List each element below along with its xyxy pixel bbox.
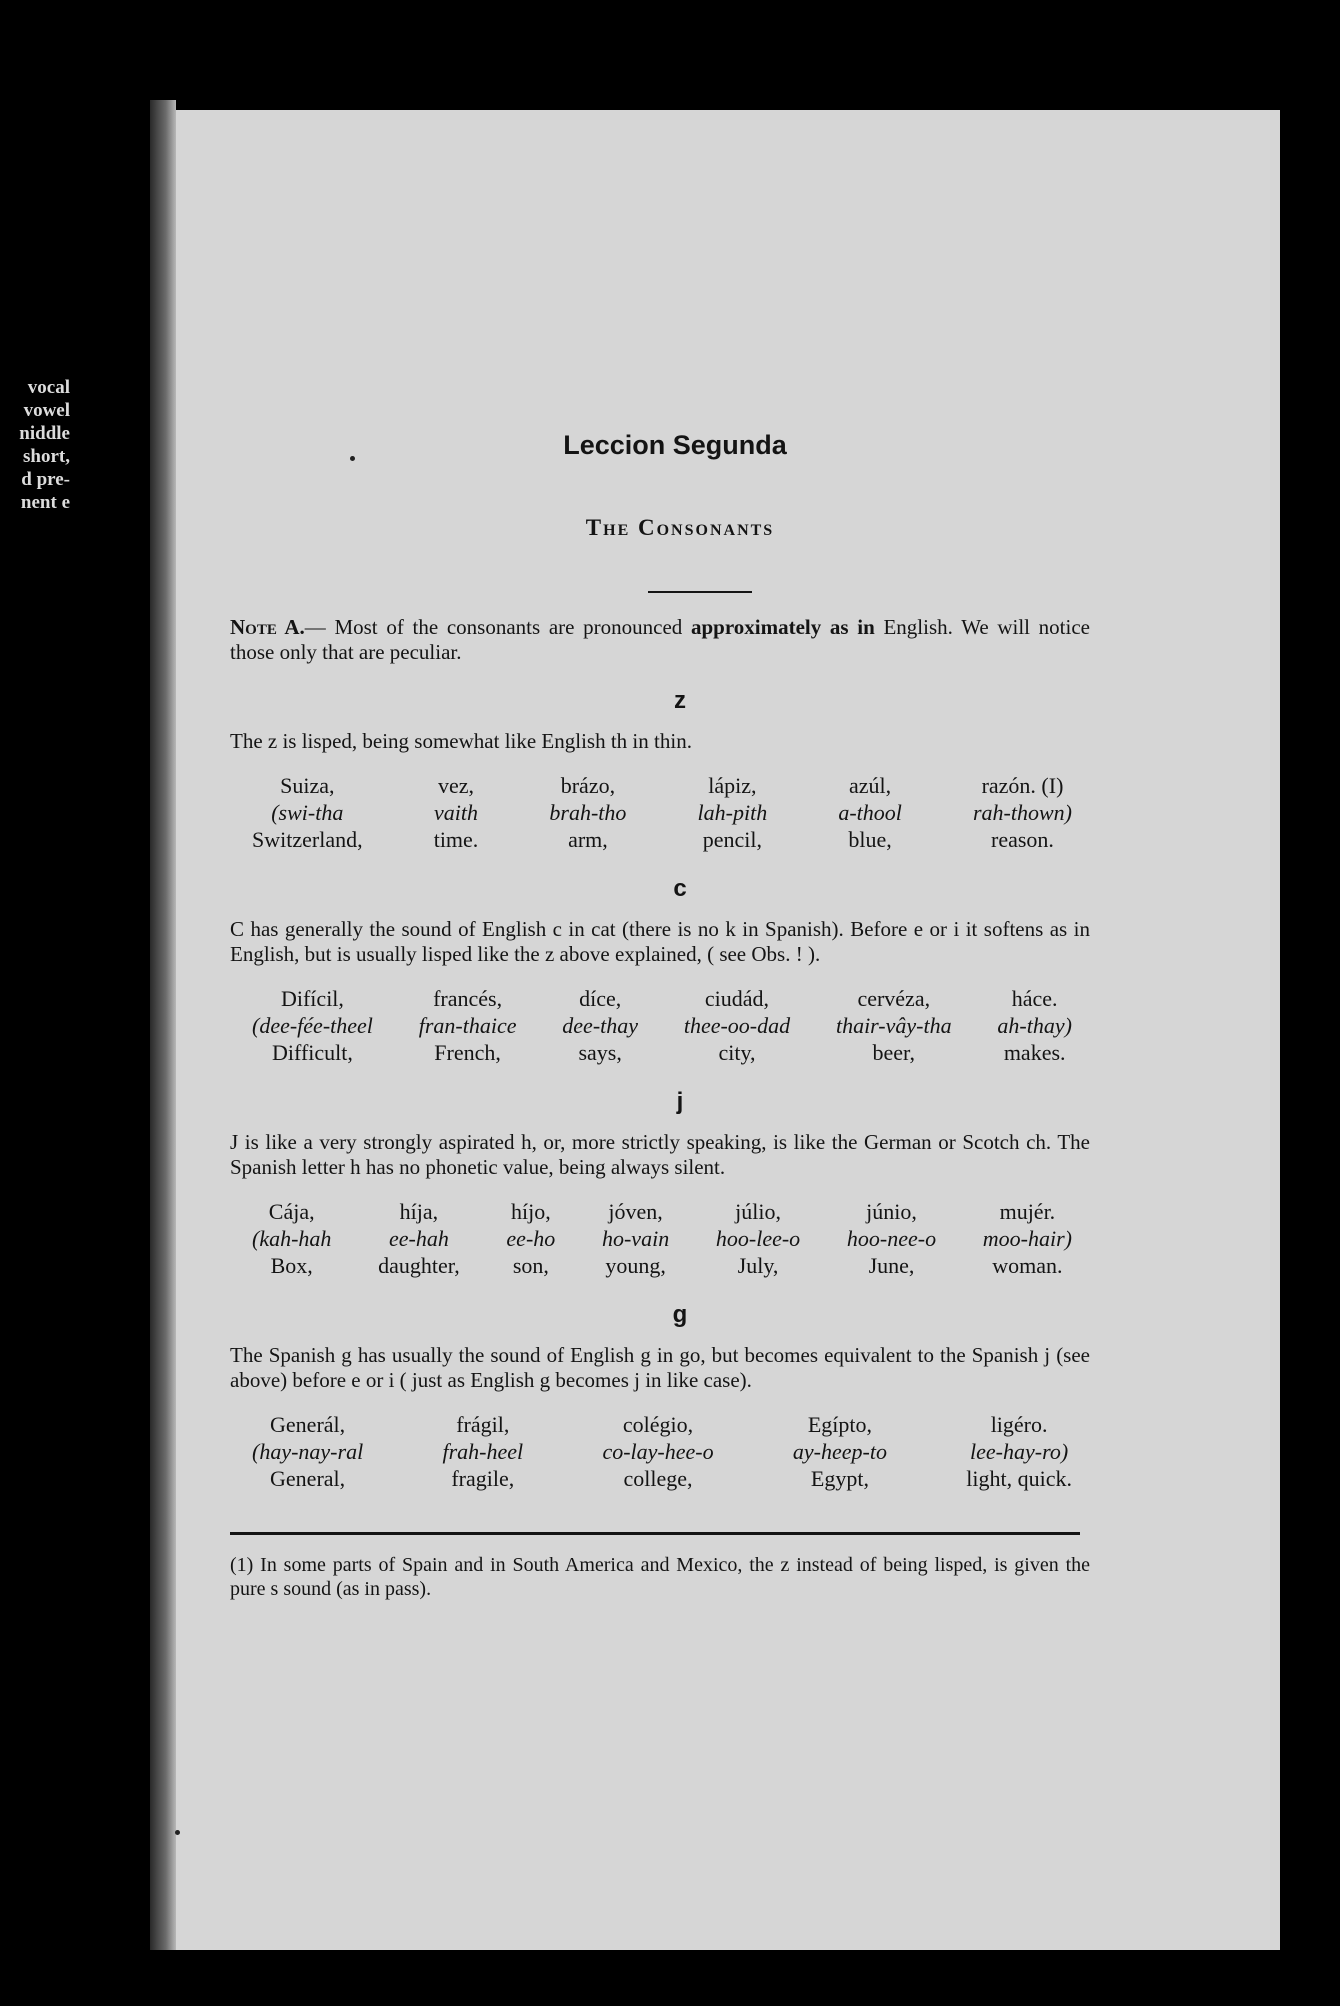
word-english: daughter, — [378, 1253, 460, 1278]
letter-heading: g — [672, 1301, 688, 1328]
left-line: nent e — [20, 492, 70, 513]
word-spanish: Egípto, — [807, 1412, 872, 1437]
letter-paragraph: C has generally the sound of English c in cat (there is no k in Spanish). Before e or i it softens as in English, but is usually lisped like the z above explained, ( see Obs. ! ). — [230, 917, 1090, 966]
word-english: blue, — [848, 827, 892, 852]
word-pronunciation: thair-vây-tha — [835, 1013, 952, 1038]
word-pronunciation: ee-hah — [388, 1226, 449, 1251]
word-spanish: júlio, — [735, 1199, 781, 1224]
word-spanish: azúl, — [849, 773, 892, 798]
note-a — [230, 615, 1090, 665]
word-example — [973, 772, 1072, 853]
word-spanish: Suiza, — [280, 773, 335, 798]
word-spanish: cervéza, — [857, 986, 931, 1011]
left-line: vocal — [27, 377, 70, 398]
left-line: vowel — [23, 400, 70, 421]
word-english: woman. — [992, 1253, 1063, 1278]
word-spanish: colégio, — [622, 1412, 694, 1437]
left-line: niddle — [19, 423, 70, 444]
word-example — [442, 1411, 523, 1492]
word-pronunciation: ho-vain — [601, 1226, 670, 1251]
word-pronunciation: a-thool — [838, 800, 902, 825]
word-example — [252, 1411, 363, 1492]
word-english: General, — [270, 1466, 346, 1491]
word-example — [506, 1198, 555, 1279]
word-english: Box, — [270, 1253, 313, 1278]
word-pronunciation: (hay-nay-ral — [252, 1439, 364, 1464]
footnote: (1) In some parts of Spain and in South America and Mexico, the z instead of being lisped, is given the pure s sound (as in pass). — [230, 1554, 1090, 1600]
word-example — [997, 985, 1072, 1066]
word-examples — [252, 1411, 1072, 1492]
word-english: reason. — [991, 827, 1054, 852]
word-example — [847, 1198, 936, 1279]
letter-heading: j — [676, 1088, 684, 1115]
divider — [648, 591, 752, 593]
word-english: beer, — [872, 1040, 916, 1065]
word-pronunciation: lee-hay-ro) — [970, 1439, 1069, 1464]
word-pronunciation: thee-oo-dad — [683, 1013, 791, 1038]
note-text: English. We will notice those only that are peculiar. — [230, 615, 1090, 664]
word-pronunciation: (dee-fée-theel — [252, 1013, 373, 1038]
word-spanish: francés, — [433, 986, 503, 1011]
word-example — [836, 985, 952, 1066]
word-spanish: híjo, — [510, 1199, 551, 1224]
word-spanish: lápiz, — [708, 773, 757, 798]
word-english: French, — [434, 1040, 501, 1065]
word-pronunciation: dee-thay — [562, 1013, 639, 1038]
word-example — [252, 772, 363, 853]
word-english: son, — [512, 1253, 549, 1278]
word-example — [434, 772, 479, 853]
word-english: Egypt, — [810, 1466, 869, 1491]
word-english: college, — [623, 1466, 693, 1491]
word-pronunciation: (kah-hah — [252, 1226, 332, 1251]
word-pronunciation: hoo-nee-o — [846, 1226, 937, 1251]
word-examples — [252, 985, 1072, 1066]
word-pronunciation: ee-ho — [506, 1226, 556, 1251]
word-spanish: razón. (I) — [981, 773, 1064, 798]
letter-section — [230, 1301, 1090, 1492]
word-pronunciation: moo-hair) — [982, 1226, 1072, 1251]
word-english: July, — [737, 1253, 779, 1278]
word-example — [562, 985, 638, 1066]
word-example — [838, 772, 902, 853]
word-pronunciation: ay-heep-to — [792, 1439, 887, 1464]
word-english: young, — [605, 1253, 666, 1278]
word-example — [698, 772, 768, 853]
word-spanish: háce. — [1011, 986, 1058, 1011]
word-spanish: vez, — [437, 773, 475, 798]
word-spanish: frágil, — [456, 1412, 510, 1437]
word-english: Difficult, — [272, 1040, 353, 1065]
left-line: short, — [23, 446, 70, 467]
letter-section — [230, 875, 1090, 1066]
letter-section — [230, 687, 1090, 853]
word-english: arm, — [568, 827, 608, 852]
word-english: June, — [868, 1253, 915, 1278]
letter-paragraph: J is like a very strongly aspirated h, or, more strictly speaking, is like the German or Scotch ch. The Spanish letter h has no phonetic value, being always silent. — [230, 1130, 1090, 1179]
word-english: city, — [718, 1040, 756, 1065]
word-spanish: díce, — [579, 986, 622, 1011]
word-english: Switzerland, — [252, 827, 363, 852]
word-example — [602, 1198, 669, 1279]
word-examples — [252, 1198, 1072, 1279]
note-label: Note A. — [230, 615, 305, 639]
word-spanish: júnio, — [866, 1199, 917, 1224]
word-pronunciation: frah-heel — [442, 1439, 524, 1464]
note-bold: approximately as in — [690, 615, 875, 639]
page-content — [230, 430, 1090, 1601]
word-pronunciation: fran-thaice — [418, 1013, 517, 1038]
word-example — [378, 1198, 460, 1279]
word-english: light, quick. — [966, 1466, 1072, 1491]
word-pronunciation: vaith — [434, 800, 478, 825]
speck — [175, 1830, 180, 1835]
left-page-text — [0, 376, 70, 514]
word-example — [684, 985, 790, 1066]
word-example — [983, 1198, 1072, 1279]
left-line: d pre- — [21, 469, 70, 490]
word-english: pencil, — [702, 827, 762, 852]
letter-paragraph: The Spanish g has usually the sound of English g in go, but becomes equivalent to the Spanish j (see above) before e or i ( just as English g becomes j in like case). — [230, 1343, 1090, 1392]
word-example — [793, 1411, 887, 1492]
word-pronunciation: co-lay-hee-o — [602, 1439, 714, 1464]
word-spanish: híja, — [399, 1199, 439, 1224]
word-spanish: jóven, — [608, 1199, 663, 1224]
word-spanish: ciudád, — [704, 986, 770, 1011]
word-pronunciation: brah-tho — [549, 800, 627, 825]
word-english: makes. — [1003, 1040, 1066, 1065]
page-gutter-shadow — [150, 100, 176, 1950]
word-example — [419, 985, 517, 1066]
word-spanish: Difícil, — [280, 986, 344, 1011]
word-pronunciation: rah-thown) — [972, 800, 1072, 825]
note-text: — Most of the consonants are pronounced — [304, 615, 691, 639]
footnote-rule — [230, 1532, 1080, 1535]
lesson-subtitle: The Consonants — [585, 515, 775, 540]
word-english: fragile, — [451, 1466, 515, 1491]
word-example — [549, 772, 626, 853]
word-example — [602, 1411, 713, 1492]
word-example — [252, 985, 373, 1066]
sections — [230, 687, 1090, 1492]
letter-section — [230, 1088, 1090, 1279]
word-spanish: ligéro. — [990, 1412, 1048, 1437]
word-pronunciation: hoo-lee-o — [715, 1226, 801, 1251]
word-spanish: Generál, — [270, 1412, 346, 1437]
word-example — [252, 1198, 331, 1279]
word-pronunciation: ah-thay) — [997, 1013, 1072, 1038]
letter-heading: z — [674, 687, 686, 714]
word-english: says, — [578, 1040, 622, 1065]
word-example — [716, 1198, 800, 1279]
word-pronunciation: lah-pith — [697, 800, 768, 825]
letter-heading: c — [673, 875, 687, 902]
word-spanish: brázo, — [560, 773, 616, 798]
word-example — [966, 1411, 1072, 1492]
letter-paragraph: The z is lisped, being somewhat like English th in thin. — [230, 729, 692, 753]
word-pronunciation: (swi-tha — [271, 800, 344, 825]
word-english: time. — [433, 827, 479, 852]
word-spanish: Cája, — [268, 1199, 315, 1224]
word-spanish: mujér. — [999, 1199, 1056, 1224]
lesson-title: Leccion Segunda — [563, 430, 787, 460]
word-examples — [252, 772, 1072, 853]
